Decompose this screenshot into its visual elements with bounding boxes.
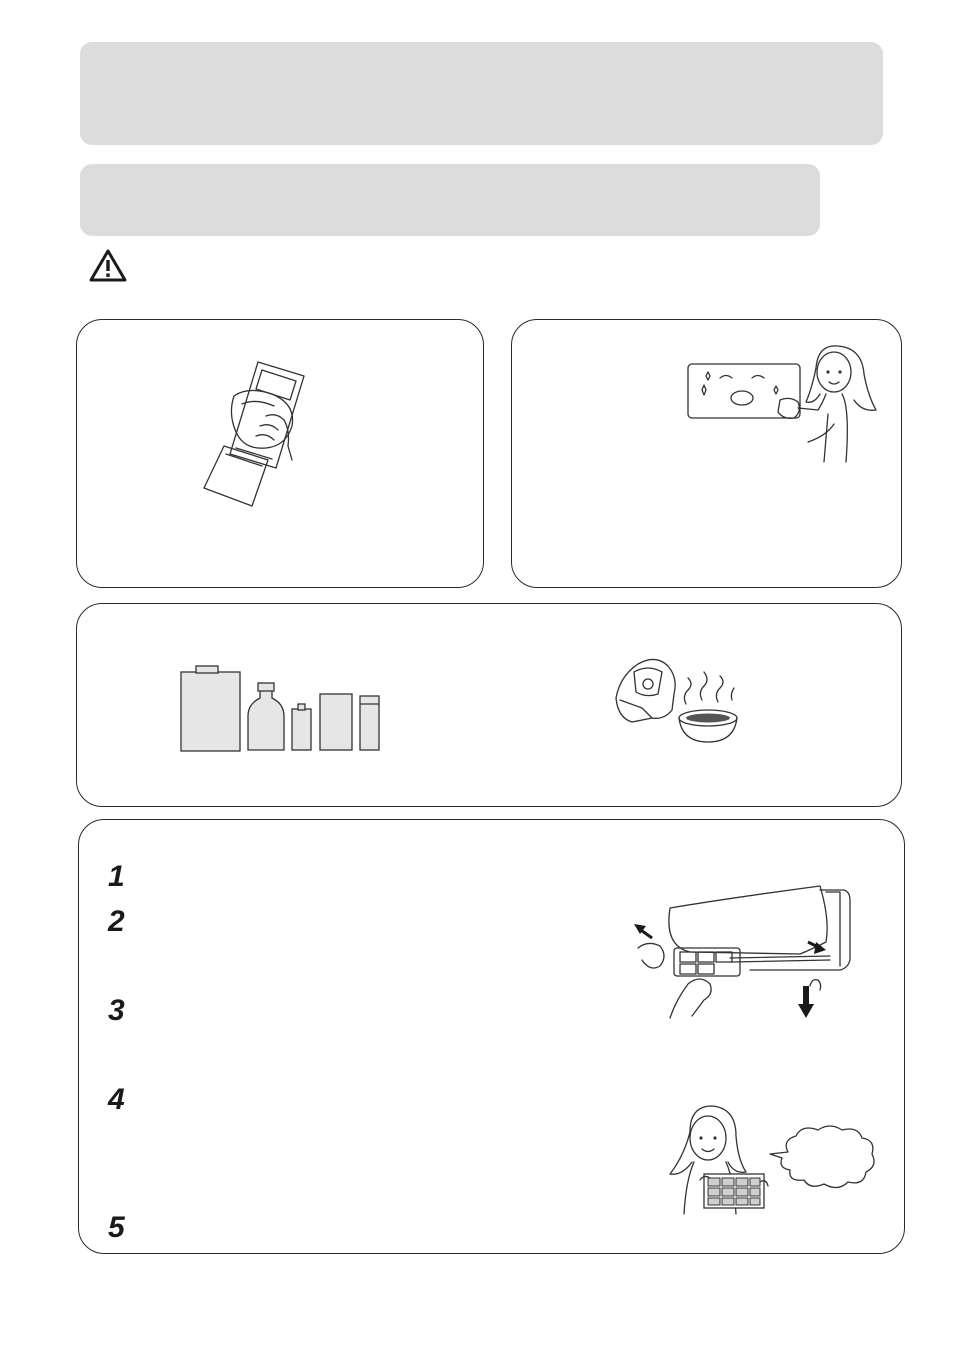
step-number-1: 1 [108,860,125,893]
remote-wipe-illustration [196,356,316,516]
step-number-2: 2 [108,905,125,938]
hot-water-filter-illustration [612,650,744,746]
step-number-5: 5 [108,1211,125,1244]
title-banner [80,42,883,145]
warning-triangle-icon [88,248,128,284]
step-number-3: 3 [108,994,125,1027]
subtitle-banner [80,164,820,236]
chemical-containers-illustration [178,664,384,756]
remove-filter-illustration [630,880,854,1020]
woman-holding-filter-illustration [664,1100,784,1216]
speech-cloud [768,1122,880,1192]
step-number-4: 4 [108,1083,125,1116]
woman-cleaning-unit-illustration [686,338,882,464]
